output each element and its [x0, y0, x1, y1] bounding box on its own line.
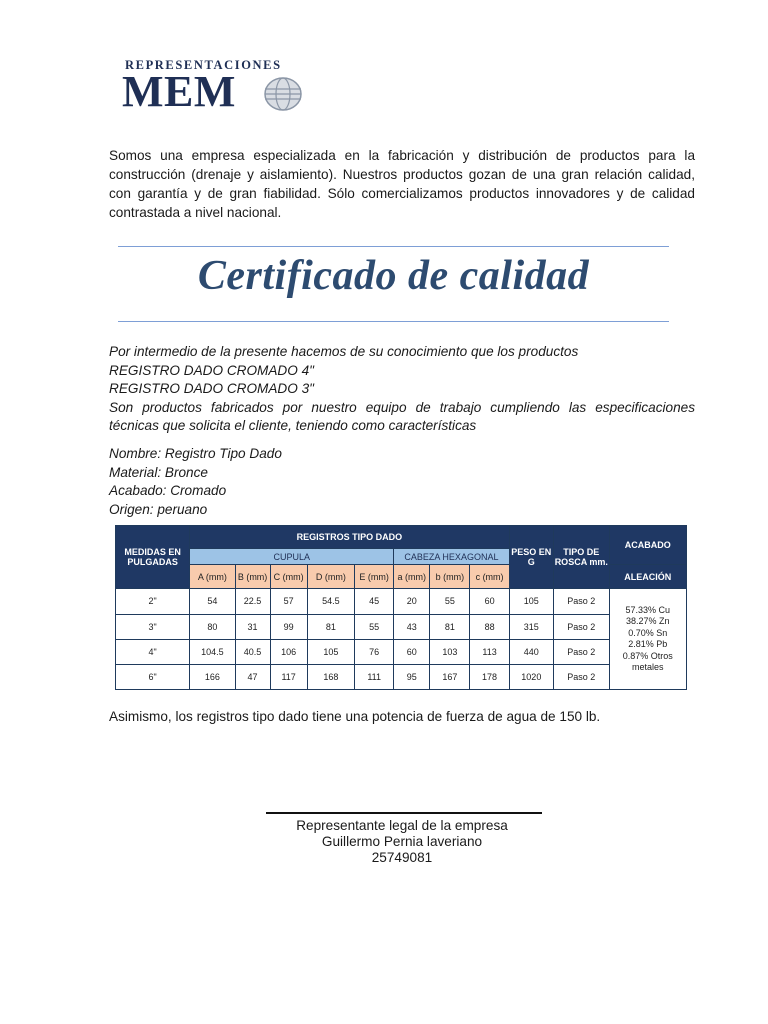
spec-table: [115, 525, 687, 690]
cell-value: 55: [430, 589, 470, 614]
characteristics: [109, 445, 695, 519]
title-rule-top: [118, 246, 669, 247]
col-header: a (mm): [394, 565, 430, 589]
title-rule-bottom: [118, 321, 669, 322]
cell-value: 47: [235, 664, 270, 689]
col-header: C (mm): [270, 565, 307, 589]
cell-value: 40.5: [235, 639, 270, 664]
col-header: D (mm): [307, 565, 354, 589]
cell-value: 43: [394, 614, 430, 639]
cell-value: 80: [190, 614, 235, 639]
characteristic-origen: Origen: peruano: [109, 501, 208, 517]
cell-rosca: Paso 2: [553, 614, 609, 639]
cell-peso: 440: [509, 639, 553, 664]
statement: [109, 343, 695, 436]
header-cabeza: CABEZA HEXAGONAL: [394, 549, 509, 565]
cell-value: 45: [355, 589, 394, 614]
cell-rosca: Paso 2: [553, 639, 609, 664]
cell-value: 57: [270, 589, 307, 614]
cell-value: 60: [470, 589, 509, 614]
cell-value: 166: [190, 664, 235, 689]
table-row: [116, 639, 687, 664]
cell-value: 81: [430, 614, 470, 639]
col-header: B (mm): [235, 565, 270, 589]
cell-peso: 105: [509, 589, 553, 614]
header-medidas: MEDIDAS EN PULGADAS: [116, 526, 190, 589]
alloy-line: 2.81% Pb: [628, 639, 668, 650]
col-header: b (mm): [430, 565, 470, 589]
alloy-line: 0.87% Otros metales: [622, 650, 673, 673]
logo-main-text: MEM: [122, 67, 236, 116]
cell-peso: 1020: [509, 664, 553, 689]
cell-value: 55: [355, 614, 394, 639]
header-registros: REGISTROS TIPO DADO: [190, 526, 509, 549]
table-row: [116, 589, 687, 614]
alloy-cell: [609, 589, 686, 690]
cell-medida: 3": [116, 614, 190, 639]
cell-medida: 2": [116, 589, 190, 614]
cell-value: 113: [470, 639, 509, 664]
cell-value: 95: [394, 664, 430, 689]
alloy-line: 38.27% Zn: [626, 616, 670, 627]
cell-rosca: Paso 2: [553, 664, 609, 689]
header-cupula: CUPULA: [190, 549, 394, 565]
cell-value: 81: [307, 614, 354, 639]
signature-role: Representante legal de la empresa: [296, 818, 508, 833]
cell-medida: 6": [116, 664, 190, 689]
signature-id: 25749081: [371, 850, 433, 865]
alloy-line: 0.70% Sn: [628, 627, 668, 638]
alloy-line: 57.33% Cu: [625, 604, 671, 615]
cell-value: 31: [235, 614, 270, 639]
table-row: [116, 664, 687, 689]
cell-value: 167: [430, 664, 470, 689]
cell-rosca: Paso 2: [553, 589, 609, 614]
cell-value: 168: [307, 664, 354, 689]
signature-line: [266, 812, 542, 814]
product-line: REGISTRO DADO CROMADO 3": [109, 381, 314, 396]
signature-block: [250, 818, 554, 866]
statement-line: Son productos fabricados por nuestro equipo de trabajo cumpliendo las especificaciones técnicas que solicita el cliente, teniendo como características: [109, 399, 695, 433]
cell-value: 117: [270, 664, 307, 689]
cell-value: 111: [355, 664, 394, 689]
col-header: E (mm): [355, 565, 394, 589]
cell-peso: 315: [509, 614, 553, 639]
company-logo: [122, 58, 312, 114]
header-aleacion: ALEACIÓN: [609, 565, 686, 589]
signature-name: Guillermo Pernia laveriano: [321, 834, 483, 849]
cell-value: 103: [430, 639, 470, 664]
cell-value: 20: [394, 589, 430, 614]
cell-value: 60: [394, 639, 430, 664]
cell-value: 88: [470, 614, 509, 639]
header-acabado: ACABADO: [609, 526, 686, 565]
cell-value: 99: [270, 614, 307, 639]
product-line: REGISTRO DADO CROMADO 4": [109, 362, 314, 378]
cell-medida: 4": [116, 639, 190, 664]
globe-icon: [263, 76, 303, 112]
cell-value: 105: [307, 639, 354, 664]
characteristic-nombre: Nombre: Registro Tipo Dado: [109, 446, 282, 461]
cell-value: 54: [190, 589, 235, 614]
col-header: A (mm): [190, 565, 235, 589]
cell-value: 54.5: [307, 589, 354, 614]
characteristic-material: Material: Bronce: [109, 464, 208, 480]
header-tipo-rosca: TIPO DE ROSCA mm.: [553, 526, 609, 589]
closing-paragraph: Asimismo, los registros tipo dado tiene una potencia de fuerza de agua de 150 lb.: [109, 709, 601, 724]
characteristic-acabado: Acabado: Cromado: [109, 483, 227, 498]
statement-line: Por intermedio de la presente hacemos de su conocimiento que los productos: [109, 344, 579, 359]
col-header: c (mm): [470, 565, 509, 589]
cell-value: 178: [470, 664, 509, 689]
header-peso: PESO EN G: [509, 526, 553, 589]
cell-value: 106: [270, 639, 307, 664]
intro-paragraph: Somos una empresa especializada en la fabricación y distribución de productos para la construcción (drenaje y aislamiento). Nuestros productos gozan de una gran relación calidad, con garantía y de gran fiabilidad. Sólo comercializamos productos innovadores y de calidad contrastada a nivel nacional.: [109, 148, 695, 220]
logo-top-text: REPRESENTACIONES: [125, 58, 282, 72]
cell-value: 104.5: [190, 639, 235, 664]
table-row: [116, 614, 687, 639]
cell-value: 76: [355, 639, 394, 664]
certificate-title: Certificado de calidad: [197, 253, 590, 299]
cell-value: 22.5: [235, 589, 270, 614]
